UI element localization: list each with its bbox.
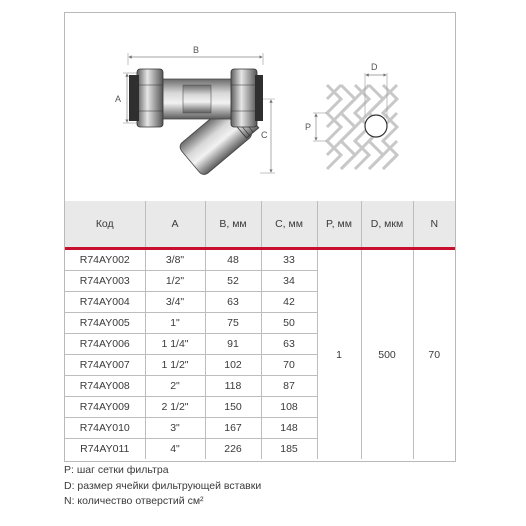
technical-drawing xyxy=(65,13,455,201)
mesh-detail-image xyxy=(321,81,405,173)
cell-b: 118 xyxy=(205,376,261,397)
cell-b: 48 xyxy=(205,249,261,271)
header-d: D, мкм xyxy=(361,201,413,249)
cell-a: 1 1/4" xyxy=(145,334,205,355)
header-p: P, мм xyxy=(317,201,361,249)
dimension-d xyxy=(365,62,387,117)
cell-a: 3/8" xyxy=(145,249,205,271)
header-n: N xyxy=(413,201,455,249)
cell-b: 102 xyxy=(205,355,261,376)
cell-b: 226 xyxy=(205,439,261,460)
cell-b: 167 xyxy=(205,418,261,439)
header-a: A xyxy=(145,201,205,249)
cell-c: 87 xyxy=(261,376,317,397)
cell-a: 3" xyxy=(145,418,205,439)
cell-code: R74AY005 xyxy=(65,313,145,334)
cell-n-merged: 70 xyxy=(413,249,455,460)
cell-c: 148 xyxy=(261,418,317,439)
cell-code: R74AY004 xyxy=(65,292,145,313)
note-p: P: шаг сетки фильтра xyxy=(64,464,169,476)
label-b: B xyxy=(193,45,200,55)
cell-c: 108 xyxy=(261,397,317,418)
cell-b: 52 xyxy=(205,271,261,292)
cell-c: 70 xyxy=(261,355,317,376)
label-a: A xyxy=(115,94,122,104)
dimension-b xyxy=(128,45,263,65)
cell-p-merged: 1 xyxy=(317,249,361,460)
y-strainer-image xyxy=(129,69,265,177)
cell-a: 1" xyxy=(145,313,205,334)
header-code: Код xyxy=(65,201,145,249)
table-header-row xyxy=(65,201,455,249)
cell-a: 1 1/2" xyxy=(145,355,205,376)
label-d: D xyxy=(371,62,378,72)
header-c: C, мм xyxy=(261,201,317,249)
cell-a: 1/2" xyxy=(145,271,205,292)
cell-code: R74AY006 xyxy=(65,334,145,355)
cell-a: 4" xyxy=(145,439,205,460)
cell-a: 2" xyxy=(145,376,205,397)
cell-c: 34 xyxy=(261,271,317,292)
cell-code: R74AY002 xyxy=(65,249,145,271)
specification-table xyxy=(65,201,455,459)
cell-c: 33 xyxy=(261,249,317,271)
spec-frame xyxy=(64,12,456,462)
cell-a: 2 1/2" xyxy=(145,397,205,418)
legend-notes xyxy=(64,463,261,510)
note-n: N: количество отверстий см² xyxy=(64,495,204,507)
cell-code: R74AY008 xyxy=(65,376,145,397)
cell-c: 63 xyxy=(261,334,317,355)
label-p: P xyxy=(305,122,312,132)
header-b: B, мм xyxy=(205,201,261,249)
cell-code: R74AY011 xyxy=(80,443,130,455)
cell-c: 50 xyxy=(261,313,317,334)
table-row xyxy=(65,249,455,271)
cell-a: 3/4" xyxy=(145,292,205,313)
cell-b: 91 xyxy=(205,334,261,355)
dimension-p xyxy=(305,113,327,141)
cell-c: 42 xyxy=(261,292,317,313)
note-d: D: размер ячейки фильтрующей вставки xyxy=(64,479,262,492)
cell-code: R74AY010 xyxy=(65,418,145,439)
cell-d-merged: 500 xyxy=(361,249,413,460)
cell-code: R74AY003 xyxy=(65,271,145,292)
cell-b: 63 xyxy=(205,292,261,313)
cell-b: 150 xyxy=(205,397,261,418)
cell-c: 185 xyxy=(261,439,317,460)
cell-code: R74AY009 xyxy=(65,397,145,418)
label-c: C xyxy=(261,130,268,140)
cell-b: 75 xyxy=(205,313,261,334)
cell-code: R74AY007 xyxy=(65,355,145,376)
